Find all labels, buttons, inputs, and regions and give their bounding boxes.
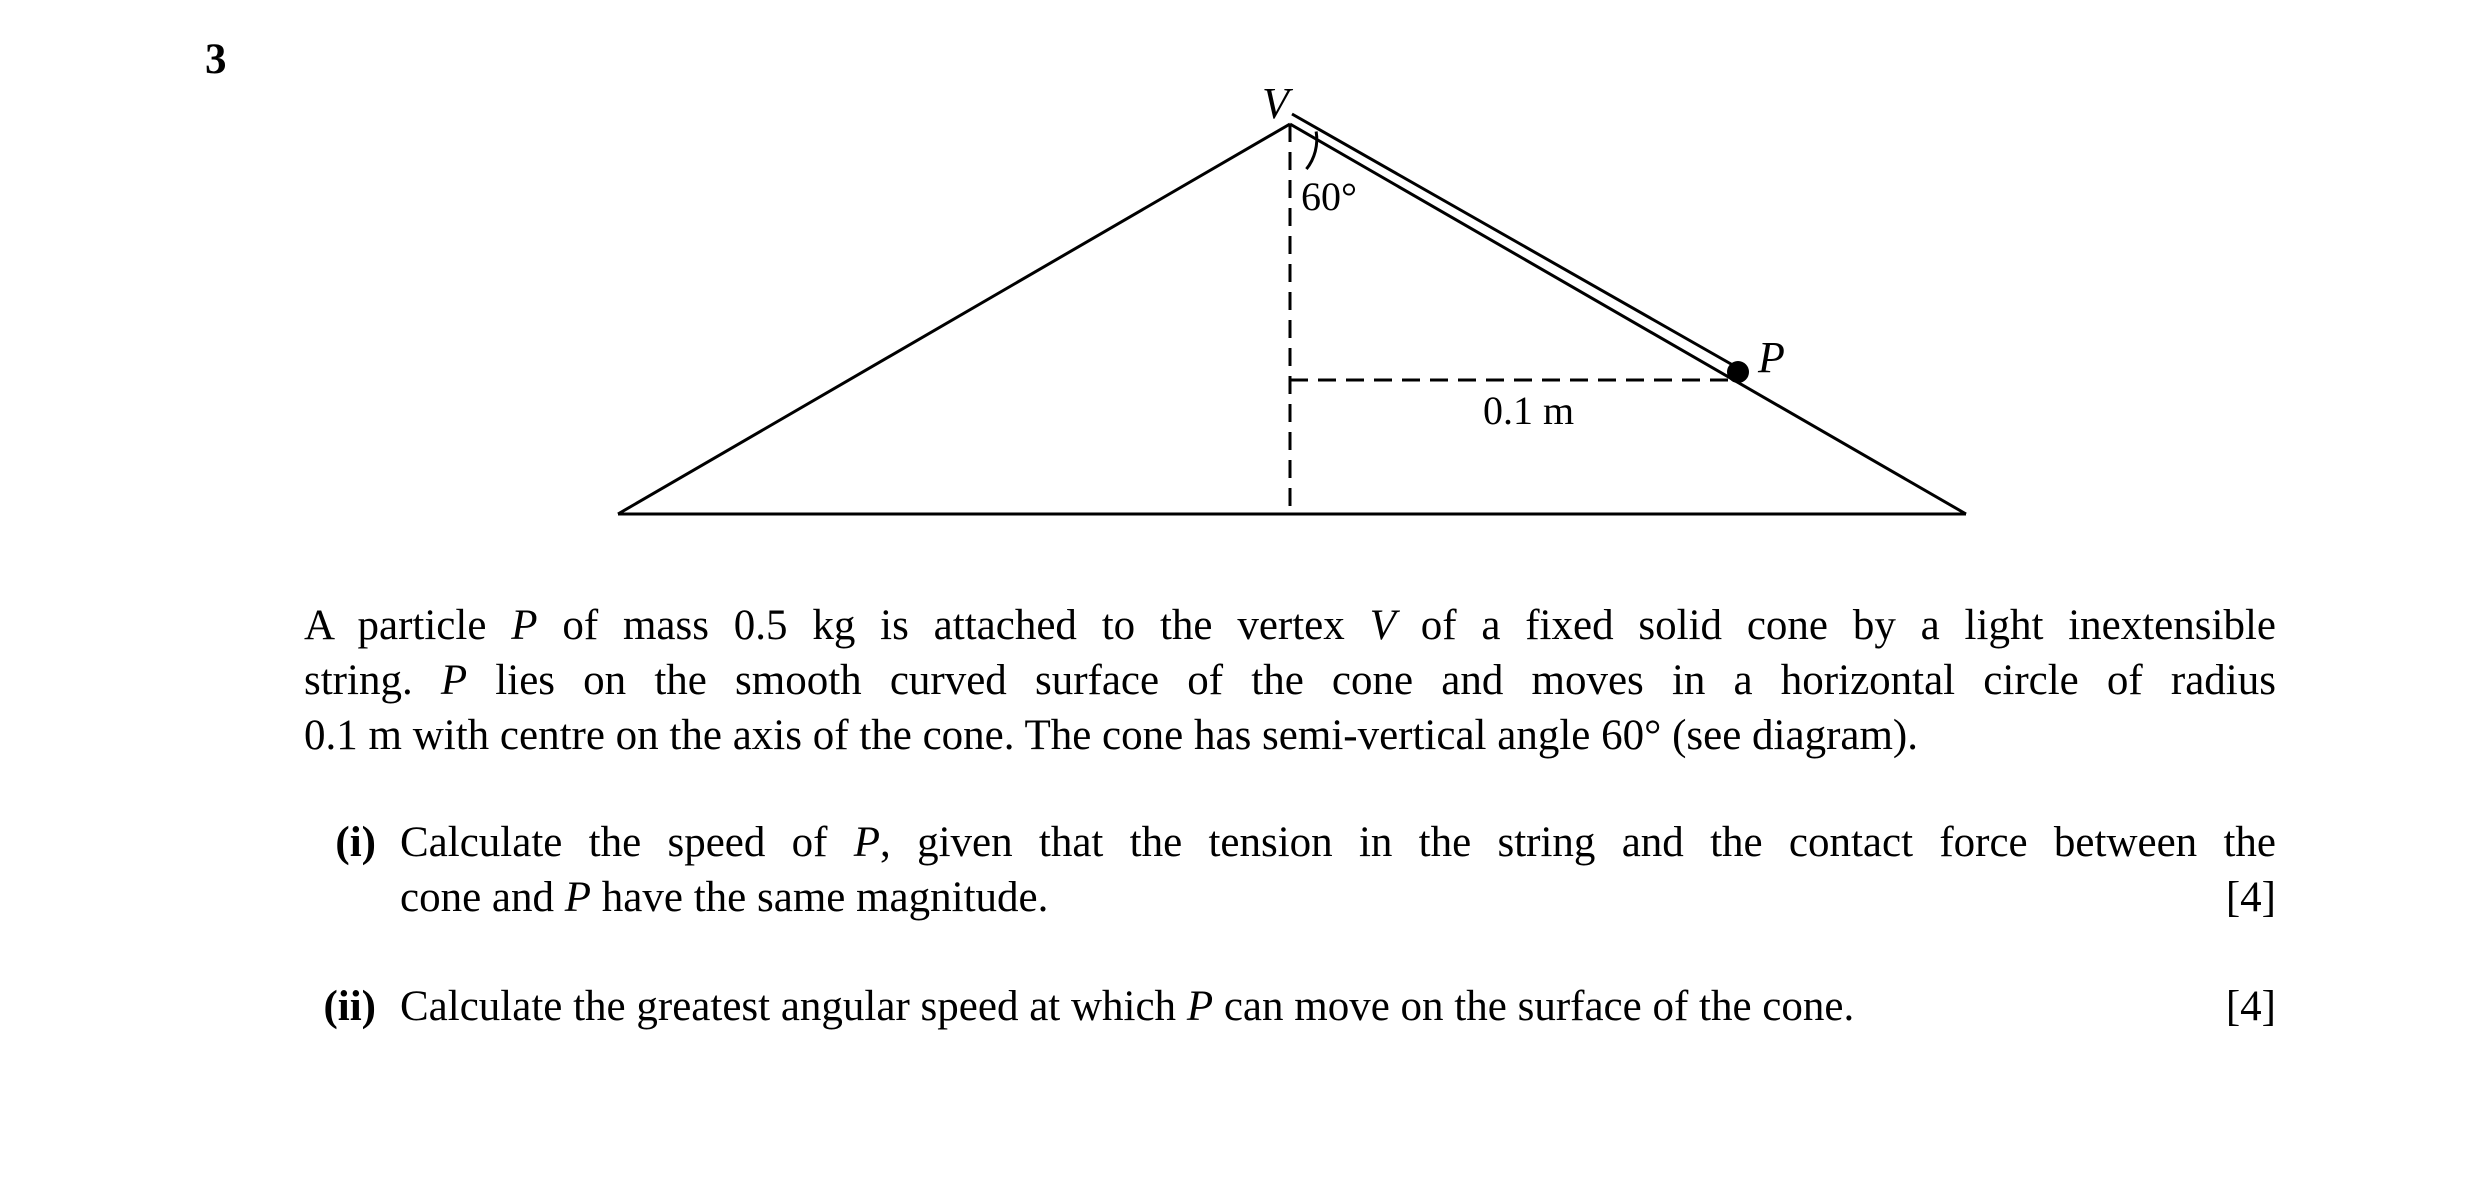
particle-dot <box>1727 361 1749 383</box>
part-ii-marks: [4] <box>2225 983 2276 1030</box>
part-i-marks: [4] <box>2225 874 2276 921</box>
cone-diagram <box>0 0 2480 560</box>
particle-label: P <box>1758 333 1785 382</box>
intro-line-3: 0.1 m with centre on the axis of the cone. The cone has semi-vertical angle 60° (see diagram). <box>304 712 1918 759</box>
intro-line-2: string. P lies on the smooth curved surface of the cone and moves in a horizontal circle of radius <box>304 657 2276 704</box>
radius-label: 0.1 m <box>1483 388 1575 433</box>
cone-left-edge <box>618 124 1290 514</box>
part-i-line-2: cone and P have the same magnitude. <box>400 874 1049 921</box>
part-ii-line-1-row <box>400 979 2276 1034</box>
string-line <box>1292 114 1738 368</box>
question-number: 3 <box>205 36 227 83</box>
cone-right-edge <box>1290 124 1966 514</box>
part-ii-label: (ii) <box>323 983 376 1030</box>
part-i-label: (i) <box>335 819 376 866</box>
vertex-label: V <box>1262 79 1289 128</box>
part-i-line-1: Calculate the speed of P, given that the tension in the string and the contact force between the <box>400 819 2276 866</box>
question-intro <box>304 598 2276 763</box>
intro-line-1: A particle P of mass 0.5 kg is attached to the vertex V of a fixed solid cone by a light inextensible <box>304 602 2276 649</box>
angle-label: 60° <box>1301 174 1357 219</box>
part-i-line-2-row <box>400 870 2276 925</box>
part-ii-line-1: Calculate the greatest angular speed at which P can move on the surface of the cone. <box>400 983 1855 1030</box>
